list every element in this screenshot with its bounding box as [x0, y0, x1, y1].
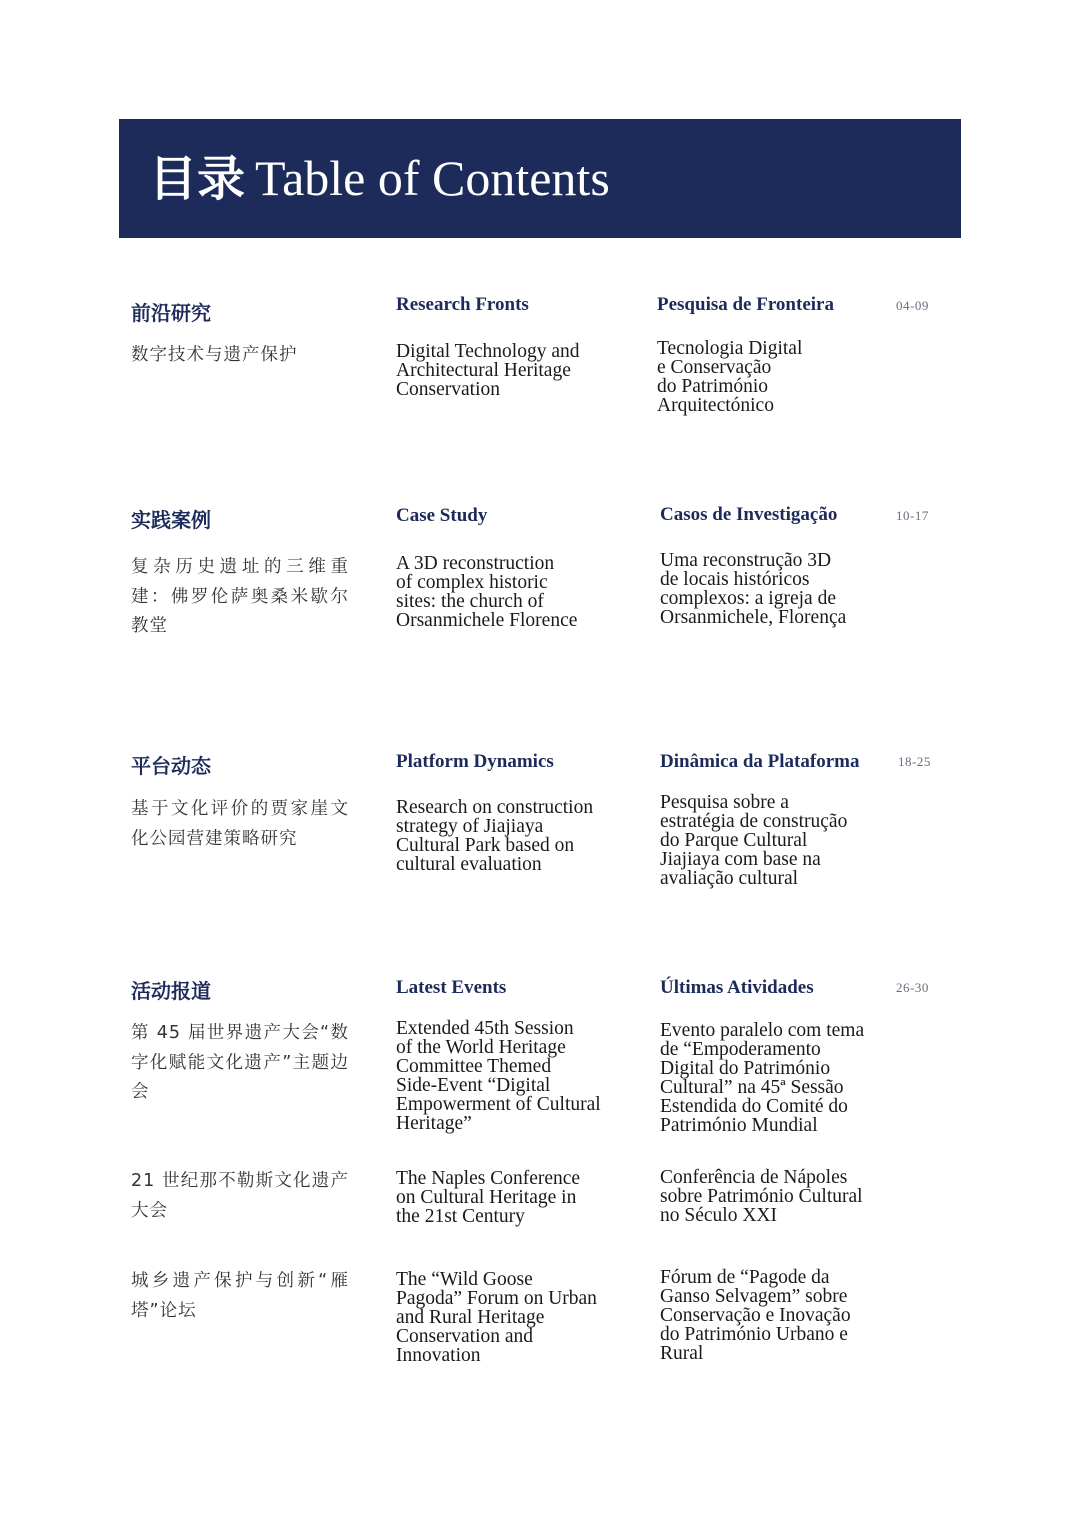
article-title-cn[interactable]: 复杂历史遗址的三维重建：佛罗伦萨奥桑米歇尔教堂: [131, 557, 349, 636]
article-title-pt[interactable]: Uma reconstrução 3D de locais históricos complexos: a igreja de Orsanmichele, Florença: [660, 550, 847, 628]
article-title-cn[interactable]: 21 世纪那不勒斯文化遗产大会: [131, 1171, 349, 1221]
article-title-en[interactable]: Extended 45th Session of the World Heritage Committee Themed Side-Event “Digital Empowerment of Cultural Heritage”: [396, 1018, 601, 1134]
article-title-pt[interactable]: Tecnologia Digital e Conservação do Património Arquitectónico: [657, 338, 803, 416]
section-heading-cn: 实践案例: [131, 508, 211, 532]
article-title-pt[interactable]: Evento paralelo com tema de “Empoderamento Digital do Património Cultural” na 45ª Sessão Estendida do Comité do Património Mundial: [660, 1020, 865, 1136]
toc-header-banner: [119, 119, 961, 238]
article-title-en[interactable]: Research on construction strategy of Jiajiaya Cultural Park based on cultural evaluation: [396, 797, 594, 875]
section-heading-cn: 平台动态: [131, 754, 211, 778]
section-page-range: 04-09: [896, 298, 929, 313]
section-heading-pt: Casos de Investigação: [660, 504, 838, 525]
section-heading-en: Research Fronts: [396, 294, 529, 315]
article-title-pt[interactable]: Pesquisa sobre a estratégia de construção do Parque Cultural Jiajiaya com base na avaliação cultural: [660, 792, 848, 889]
section-page-range: 10-17: [896, 508, 929, 523]
section-heading-en: Platform Dynamics: [396, 751, 554, 772]
section-heading-en: Latest Events: [396, 977, 507, 998]
page-title: [149, 143, 610, 214]
section-heading-pt: Dinâmica da Plataforma: [660, 751, 860, 772]
page-title-cn: 目录: [149, 151, 246, 207]
article-title-cn[interactable]: 城乡遗产保护与创新“雁塔”论坛: [131, 1271, 349, 1321]
section-heading-pt: Pesquisa de Fronteira: [657, 294, 834, 315]
section-heading-cn: 活动报道: [131, 979, 211, 1003]
article-title-cn[interactable]: 数字技术与遗产保护: [131, 345, 298, 365]
page-title-en: Table of Contents: [255, 150, 610, 206]
article-title-cn[interactable]: 第 45 届世界遗产大会“数字化赋能文化遗产”主题边会: [131, 1023, 349, 1102]
article-title-pt[interactable]: Conferência de Nápoles sobre Património Cultural no Século XXI: [660, 1167, 863, 1226]
article-title-cn[interactable]: 基于文化评价的贾家崖文化公园营建策略研究: [131, 799, 349, 849]
section-page-range: 18-25: [898, 754, 931, 769]
section-page-range: 26-30: [896, 980, 929, 995]
article-title-en[interactable]: The Naples Conference on Cultural Heritage in the 21st Century: [396, 1168, 581, 1227]
section-heading-cn: 前沿研究: [131, 301, 211, 325]
article-title-pt[interactable]: Fórum de “Pagode da Ganso Selvagem” sobre Conservação e Inovação do Património Urbano e Rural: [660, 1267, 851, 1364]
article-title-en[interactable]: Digital Technology and Architectural Heritage Conservation: [396, 341, 580, 400]
section-heading-en: Case Study: [396, 505, 488, 526]
article-title-en[interactable]: A 3D reconstruction of complex historic sites: the church of Orsanmichele Florence: [396, 553, 578, 631]
article-title-en[interactable]: The “Wild Goose Pagoda” Forum on Urban and Rural Heritage Conservation and Innovation: [396, 1269, 597, 1366]
section-heading-pt: Últimas Atividades: [660, 977, 814, 998]
